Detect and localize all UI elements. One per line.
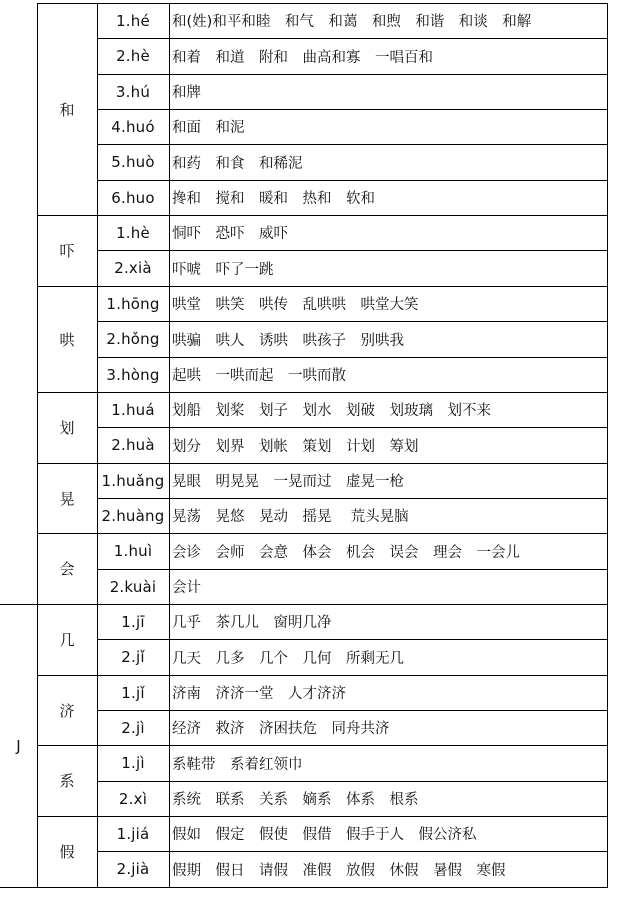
grid-line [97, 498, 608, 499]
example-words-cell: 假期 假日 请假 准假 放假 休假 暑假 寒假 [172, 862, 506, 879]
reading-cell: 1.huì [113, 542, 153, 560]
example-words-cell: 哄堂 哄笑 哄传 乱哄哄 哄堂大笑 [172, 297, 419, 313]
character-cell: 哄 [59, 330, 75, 349]
character-cell: 划 [59, 419, 75, 437]
character-cell: 和 [59, 100, 75, 119]
reading-cell: 5.huò [111, 153, 155, 171]
example-words-cell: 和面 和泥 [172, 120, 245, 136]
example-words-cell: 和牌 [172, 85, 201, 101]
grid-line [97, 38, 608, 39]
reading-cell: 2.kuài [109, 577, 157, 596]
reading-cell: 2.huàng [101, 506, 165, 525]
grid-line [97, 144, 608, 145]
grid-line [97, 180, 608, 181]
reading-cell: 2.xì [118, 789, 148, 808]
reading-cell: 1.jiá [116, 824, 150, 843]
grid-line [97, 781, 608, 782]
grid-line [37, 745, 608, 746]
reading-cell: 2.jià [116, 860, 150, 878]
example-words-cell: 系鞋带 系着红领巾 [172, 756, 303, 773]
example-words-cell: 系统 联系 关系 嫡系 体系 根系 [172, 792, 419, 808]
example-words-cell: 假如 假定 假使 假借 假手于人 假公济私 [172, 827, 477, 843]
example-words-cell: 哄骗 哄人 诱哄 哄孩子 别哄我 [172, 332, 404, 349]
example-words-cell: 会诊 会师 会意 体会 机会 误会 理会 一会儿 [172, 544, 520, 561]
example-words-cell: 经济 救济 济困扶危 同舟共济 [172, 721, 390, 737]
reading-cell: 4.huó [111, 117, 155, 136]
grid-line [97, 3, 98, 888]
section-letter-cell [0, 3, 37, 604]
grid-line [37, 533, 608, 534]
reading-cell: 2.jì [121, 718, 145, 737]
example-words-cell: 和着 和道 附和 曲高和寡 一唱百和 [172, 49, 433, 66]
section-letter-cell: J [16, 736, 21, 755]
reading-cell: 2.hǒng [106, 330, 160, 348]
example-words-cell: 划船 划桨 划子 划水 划破 划玻璃 划不来 [172, 403, 491, 419]
example-words-cell: 搀和 搅和 暖和 热和 软和 [172, 191, 375, 207]
reading-cell: 1.jì [121, 754, 145, 772]
grid-line [97, 639, 608, 640]
reading-cell: 1.huá [111, 400, 155, 419]
reading-cell: 2.huà [111, 436, 155, 454]
grid-line [607, 3, 608, 888]
example-words-cell: 吓唬 吓了一跳 [172, 261, 274, 278]
grid-line [97, 321, 608, 322]
reading-cell: 1.jī [121, 612, 145, 631]
example-words-cell: 晃荡 晃悠 晃动 摇晃 荒头晃脑 [172, 509, 409, 525]
example-words-cell: 几乎 茶几儿 窗明几净 [172, 615, 332, 631]
grid-line [97, 250, 608, 251]
reading-cell: 3.hòng [106, 365, 160, 384]
grid-line [97, 109, 608, 110]
grid-line [37, 816, 608, 817]
grid-line [37, 3, 38, 888]
grid-line [0, 887, 608, 888]
reading-cell: 1.hōng [106, 294, 160, 313]
example-words-cell: 起哄 一哄而起 一哄而散 [172, 368, 346, 384]
example-words-cell: 和(姓)和平和睦 和气 和蔼 和煦 和谐 和谈 和解 [172, 14, 532, 30]
character-cell: 假 [59, 843, 75, 861]
example-words-cell: 和药 和食 和稀泥 [172, 155, 303, 172]
grid-line [37, 463, 608, 464]
character-cell: 会 [59, 560, 75, 578]
example-words-cell: 会计 [172, 580, 201, 596]
example-words-cell: 划分 划界 划帐 策划 计划 筹划 [172, 438, 419, 455]
grid-line [97, 357, 608, 358]
character-cell: 吓 [59, 242, 75, 260]
example-words-cell: 几天 几多 几个 几何 所剩无几 [172, 650, 404, 667]
example-words-cell: 恫吓 恐吓 威吓 [172, 226, 288, 242]
reading-cell: 1.hè [116, 223, 150, 242]
reading-cell: 6.huo [111, 188, 155, 207]
grid-line [97, 427, 608, 428]
grid-line [37, 675, 608, 676]
grid-line [169, 3, 170, 888]
reading-cell: 1.hé [116, 11, 150, 30]
grid-line [97, 569, 608, 570]
grid-line [37, 392, 608, 393]
grid-line [97, 710, 608, 711]
reading-cell: 3.hú [115, 82, 151, 101]
grid-line [37, 215, 608, 216]
grid-line [37, 286, 608, 287]
grid-line [0, 604, 608, 605]
example-words-cell: 晃眼 明晃晃 一晃而过 虚晃一枪 [172, 474, 404, 490]
grid-line [37, 3, 608, 4]
grid-line [97, 851, 608, 852]
character-cell: 晃 [59, 489, 75, 508]
example-words-cell: 济南 济济一堂 人才济济 [172, 686, 346, 702]
reading-cell: 1.jǐ [121, 683, 145, 702]
character-cell: 系 [59, 772, 75, 790]
grid-line [97, 74, 608, 75]
character-cell: 济 [59, 701, 75, 720]
reading-cell: 2.hè [116, 47, 150, 65]
reading-cell: 1.huǎng [101, 471, 165, 490]
reading-cell: 2.jǐ [121, 648, 145, 666]
character-cell: 几 [59, 631, 75, 649]
reading-cell: 2.xià [114, 259, 152, 277]
